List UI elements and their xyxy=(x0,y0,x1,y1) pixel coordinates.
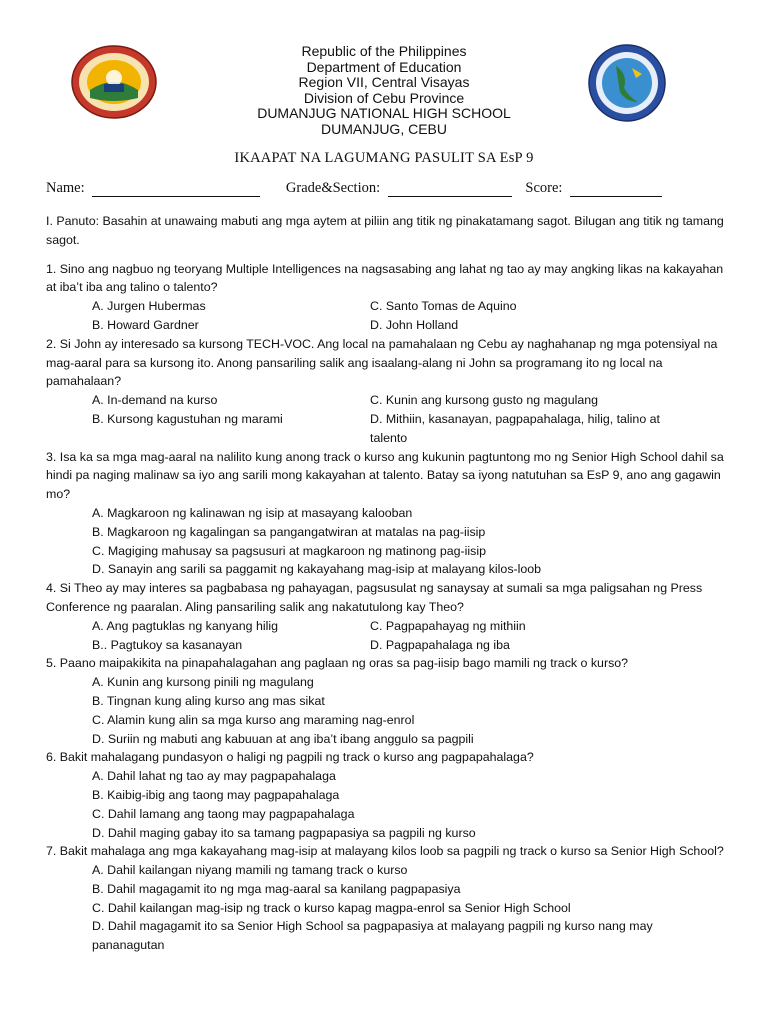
question-6: 6. Bakit mahalagang pundasyon o haligi ng pagpili ng track o kurso ang pagpapahalaga? xyxy=(46,750,534,765)
header-line-location: DUMANJUG, CEBU xyxy=(320,120,447,137)
option-2a[interactable]: A. In-demand na kurso xyxy=(92,393,218,408)
header-line-country: Republic of the Philippines xyxy=(301,43,467,59)
option-5b[interactable]: B. Tingnan kung aling kurso ang mas sikat xyxy=(92,693,325,708)
question-2: 2. Si John ay interesado sa kursong TECH-VOC. Ang local na pamahalaan ng Cebu ay naghahanap ng mga potensiyal na mag-aaral para sa kursong ito. Anong pansariling salik ang isaalang-alang ni John sa programang ito ng local na pamahalaan? xyxy=(46,336,718,389)
option-4a[interactable]: A. Ang pagtuklas ng kanyang hilig xyxy=(92,618,278,633)
option-7c[interactable]: C. Dahil kailangan mag-isip ng track o kurso kapag magpa-enrol sa Senior High School xyxy=(92,900,571,915)
question-7: 7. Bakit mahalaga ang mga kakayahang mag-isip at malayang kilos loob sa pagpili ng track o kurso sa Senior High School? xyxy=(46,844,724,859)
question-3-options xyxy=(46,504,726,579)
option-6b[interactable]: B. Kaibig-ibig ang taong may pagpapahalaga xyxy=(92,787,340,802)
header-line-department: Department of Education xyxy=(306,58,462,75)
question-5-options xyxy=(46,673,726,748)
question-1: 1. Sino ang nagbuo ng teoryang Multiple Intelligences na nagsasabing ang lahat ng tao ay may angking likas na kakayahan at iba’t iba ang talino o talento? xyxy=(46,261,724,295)
question-5: 5. Paano maipakikita na pinapahalagahan ang paglaan ng oras sa pag-iisip bago mamili ng track o kurso? xyxy=(46,656,629,671)
option-1c[interactable]: C. Santo Tomas de Aquino xyxy=(370,299,517,314)
exam-content xyxy=(46,212,726,955)
option-4d[interactable]: D. Pagpapahalaga ng iba xyxy=(370,637,510,652)
option-7b[interactable]: B. Dahil magagamit ito ng mga mag-aaral sa kanilang pagpapasiya xyxy=(92,881,461,896)
option-7a[interactable]: A. Dahil kailangan niyang mamili ng tamang track o kurso xyxy=(92,863,408,878)
option-3a[interactable]: A. Magkaroon ng kalinawan ng isip at masayang kalooban xyxy=(92,505,413,520)
grade-section-field[interactable] xyxy=(388,183,512,197)
grade-section-label: Grade&Section: xyxy=(285,180,381,196)
option-5a[interactable]: A. Kunin ang kursong pinili ng magulang xyxy=(92,675,314,690)
option-2c[interactable]: C. Kunin ang kursong gusto ng magulang xyxy=(370,393,599,408)
option-1a[interactable]: A. Jurgen Hubermas xyxy=(92,299,206,314)
option-6d[interactable]: D. Dahil maging gabay ito sa tamang pagpapasiya sa pagpili ng kurso xyxy=(92,825,476,840)
instructions: I. Panuto: Basahin at unawaing mabuti ang mga aytem at piliin ang titik ng pinakatamang sagot. Bilugan ang titik ng tamang sagot. xyxy=(46,214,724,247)
score-field[interactable] xyxy=(570,183,662,197)
option-1d[interactable]: D. John Holland xyxy=(370,317,459,332)
option-7d[interactable]: D. Dahil magagamit ito sa Senior High School sa pagpapasiya at malayang pagpili ng kurso nang may pananagutan xyxy=(92,919,653,953)
option-1b[interactable]: B. Howard Gardner xyxy=(92,317,199,332)
score-label: Score: xyxy=(525,180,563,196)
option-2d[interactable]: D. Mithiin, kasanayan, pagpapahalaga, hilig, talino at talento xyxy=(370,411,660,445)
question-4: 4. Si Theo ay may interes sa pagbabasa ng pahayagan, pagsusulat ng sanaysay at sumali sa mga paligsahan ng Press Conference ng paaralan. Aling pansariling salik ang nakatutulong kay Theo? xyxy=(46,581,703,614)
student-info-row xyxy=(46,180,726,197)
letterhead xyxy=(0,44,768,137)
exam-title: IKAAPAT NA LAGUMANG PASULIT SA EsP 9 xyxy=(234,150,534,166)
header-line-region: Region VII, Central Visayas xyxy=(298,74,470,90)
option-4c[interactable]: C. Pagpapahayag ng mithiin xyxy=(370,618,526,633)
question-3: 3. Isa ka sa mga mag-aaral na nalilito kung anong track o kurso ang kukunin pagtuntong mo ng Senior High School dahil sa hindi pa naging malinaw sa iyo ang sarili mong kakayahan at talento. Batay sa iyong natutuhan sa EsP 9, ano ang gagawin mo? xyxy=(46,449,724,502)
option-5d[interactable]: D. Suriin ng mabuti ang kabuuan at ang iba’t ibang anggulo sa pagpili xyxy=(92,731,474,746)
option-3d[interactable]: D. Sanayin ang sarili sa paggamit ng kakayahang mag-isip at malayang kilos-loob xyxy=(92,562,542,577)
question-2-options xyxy=(46,391,726,447)
question-4-options xyxy=(46,617,726,655)
question-7-options xyxy=(46,861,726,955)
question-1-options xyxy=(46,297,726,335)
name-label: Name: xyxy=(46,180,85,196)
option-3c[interactable]: C. Magiging mahusay sa pagsusuri at magkaroon ng matinong pag-iisip xyxy=(92,543,486,558)
option-4b[interactable]: B.. Pagtukoy sa kasanayan xyxy=(92,637,243,652)
header-line-division: Division of Cebu Province xyxy=(303,89,465,106)
name-field[interactable] xyxy=(92,183,260,197)
option-3b[interactable]: B. Magkaroon ng kagalingan sa pangangatwiran at matalas na pag-iisip xyxy=(92,524,486,539)
option-6a[interactable]: A. Dahil lahat ng tao ay may pagpapahalaga xyxy=(92,769,336,784)
header-line-school: DUMANJUG NATIONAL HIGH SCHOOL xyxy=(257,105,511,121)
option-2b[interactable]: B. Kursong kagustuhan ng marami xyxy=(92,411,283,426)
option-6c[interactable]: C. Dahil lamang ang taong may pagpapahalaga xyxy=(92,806,355,821)
option-5c[interactable]: C. Alamin kung alin sa mga kurso ang maraming nag-enrol xyxy=(92,712,415,727)
question-6-options xyxy=(46,767,726,842)
